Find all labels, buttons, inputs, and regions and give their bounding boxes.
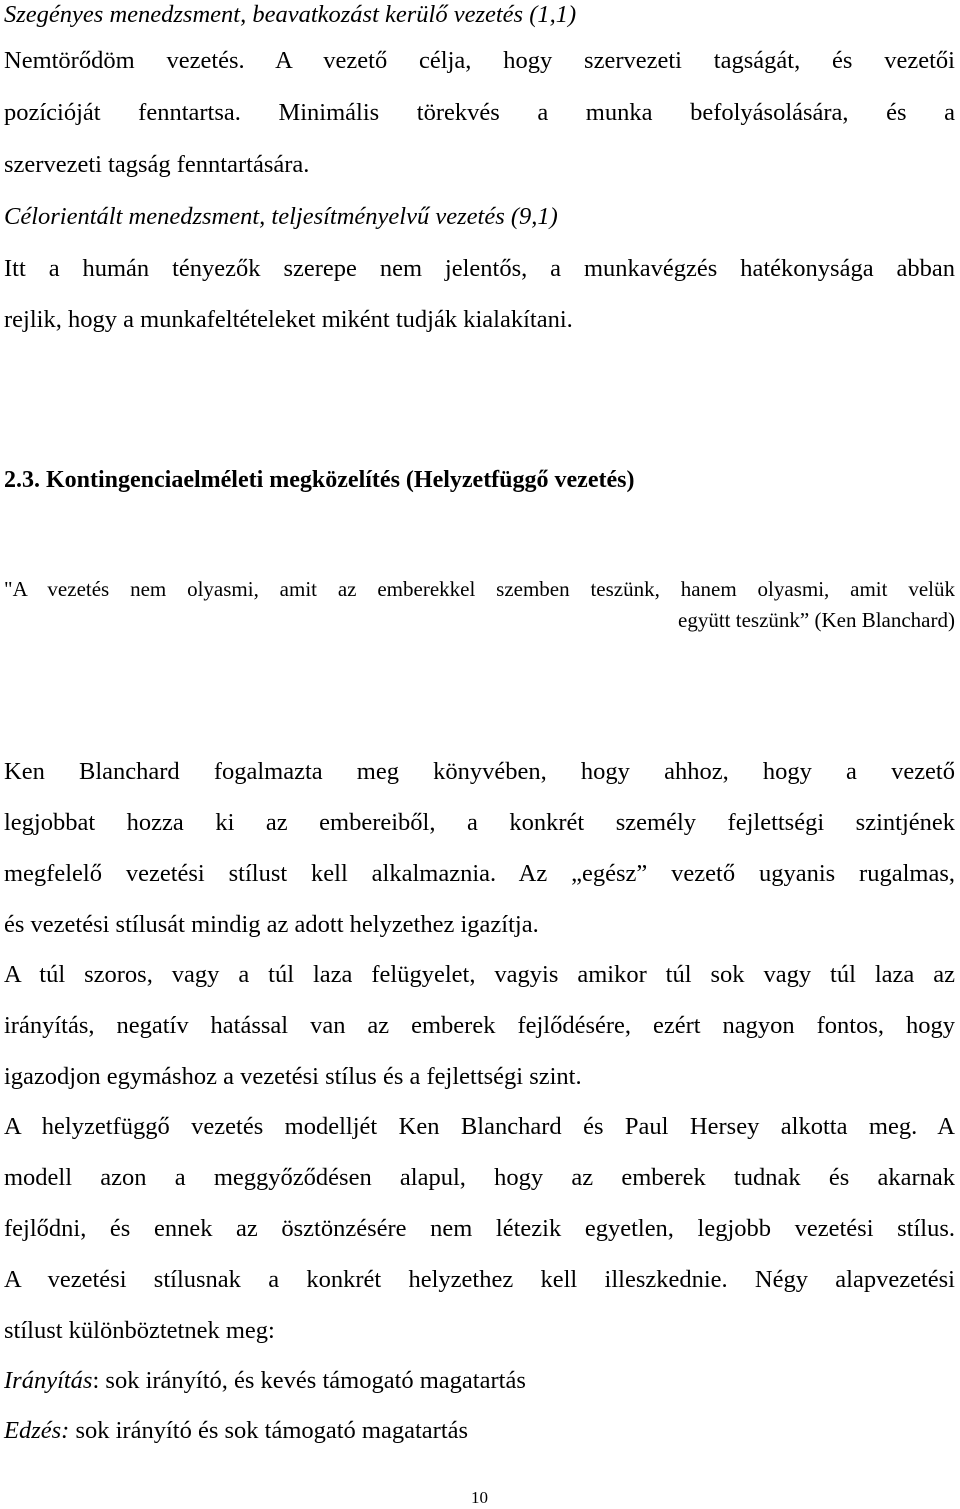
body-line: legjobbat hozza ki az embereiből, a konkrét személy fejlettségi szintjének [4,809,955,836]
body-line: stílust különböztetnek meg: [4,1317,275,1344]
body-line: A vezetési stílusnak a konkrét helyzethez kell illeszkednie. Négy alapvezetési [4,1266,955,1293]
style-separator: : [92,1367,106,1394]
style-item-directing [4,1366,526,1396]
body-line: irányítás, negatív hatással van az emberek fejlődésére, ezért nagyon fontos, hogy [4,1012,955,1039]
body-line: A túl szoros, vagy a túl laza felügyelet, vagyis amikor túl sok vagy túl laza az [4,961,955,988]
paragraph-line: szervezeti tagság fenntartására. [4,151,310,178]
style-description: sok irányító és sok támogató magatartás [75,1417,469,1444]
page-number: 10 [471,1488,488,1507]
style-description: sok irányító, és kevés támogató magatartás [105,1367,526,1394]
body-line: modell azon a meggyőződésen alapul, hogy az emberek tudnak és akarnak [4,1164,955,1191]
section-title: 2.3. Kontingenciaelméleti megközelítés (Helyzetfüggő vezetés) [4,467,635,493]
body-line: megfelelő vezetési stílust kell alkalmaznia. Az „egész” vezető ugyanis rugalmas, [4,860,955,887]
paragraph-line: Nemtörődöm vezetés. A vezető célja, hogy szervezeti tagságát, és vezetői [4,47,955,74]
paragraph-line: Itt a humán tényezők szerepe nem jelentős, a munkavégzés hatékonysága abban [4,255,955,282]
subheading-goal-oriented: Célorientált menedzsment, teljesítményelvű vezetés (9,1) [4,203,558,230]
subheading-poor-management: Szegényes menedzsment, beavatkozást kerülő vezetés (1,1) [4,1,577,28]
style-item-coaching [4,1416,468,1446]
body-line: Ken Blanchard fogalmazta meg könyvében, hogy ahhoz, hogy a vezető [4,758,955,785]
quote-attribution: együtt teszünk” (Ken Blanchard) [678,608,955,632]
body-line: és vezetési stílusát mindig az adott helyzethez igazítja. [4,911,539,938]
paragraph-line: rejlik, hogy a munkafeltételeket miként tudják kialakítani. [4,306,573,333]
body-line: igazodjon egymáshoz a vezetési stílus és a fejlettségi szint. [4,1063,582,1090]
document-page [4,0,955,1509]
body-line: fejlődni, és ennek az ösztönzésére nem létezik egyetlen, legjobb vezetési stílus. [4,1215,955,1242]
body-line: A helyzetfüggő vezetés modelljét Ken Blanchard és Paul Hersey alkotta meg. A [4,1113,955,1140]
paragraph-line: pozícióját fenntartsa. Minimális törekvés a munka befolyásolására, és a [4,99,955,126]
style-term: Edzés: [4,1417,70,1444]
style-term: Irányítás [4,1367,93,1394]
quote-line: "A vezetés nem olyasmi, amit az emberekkel szemben teszünk, hanem olyasmi, amit velük [4,577,955,601]
